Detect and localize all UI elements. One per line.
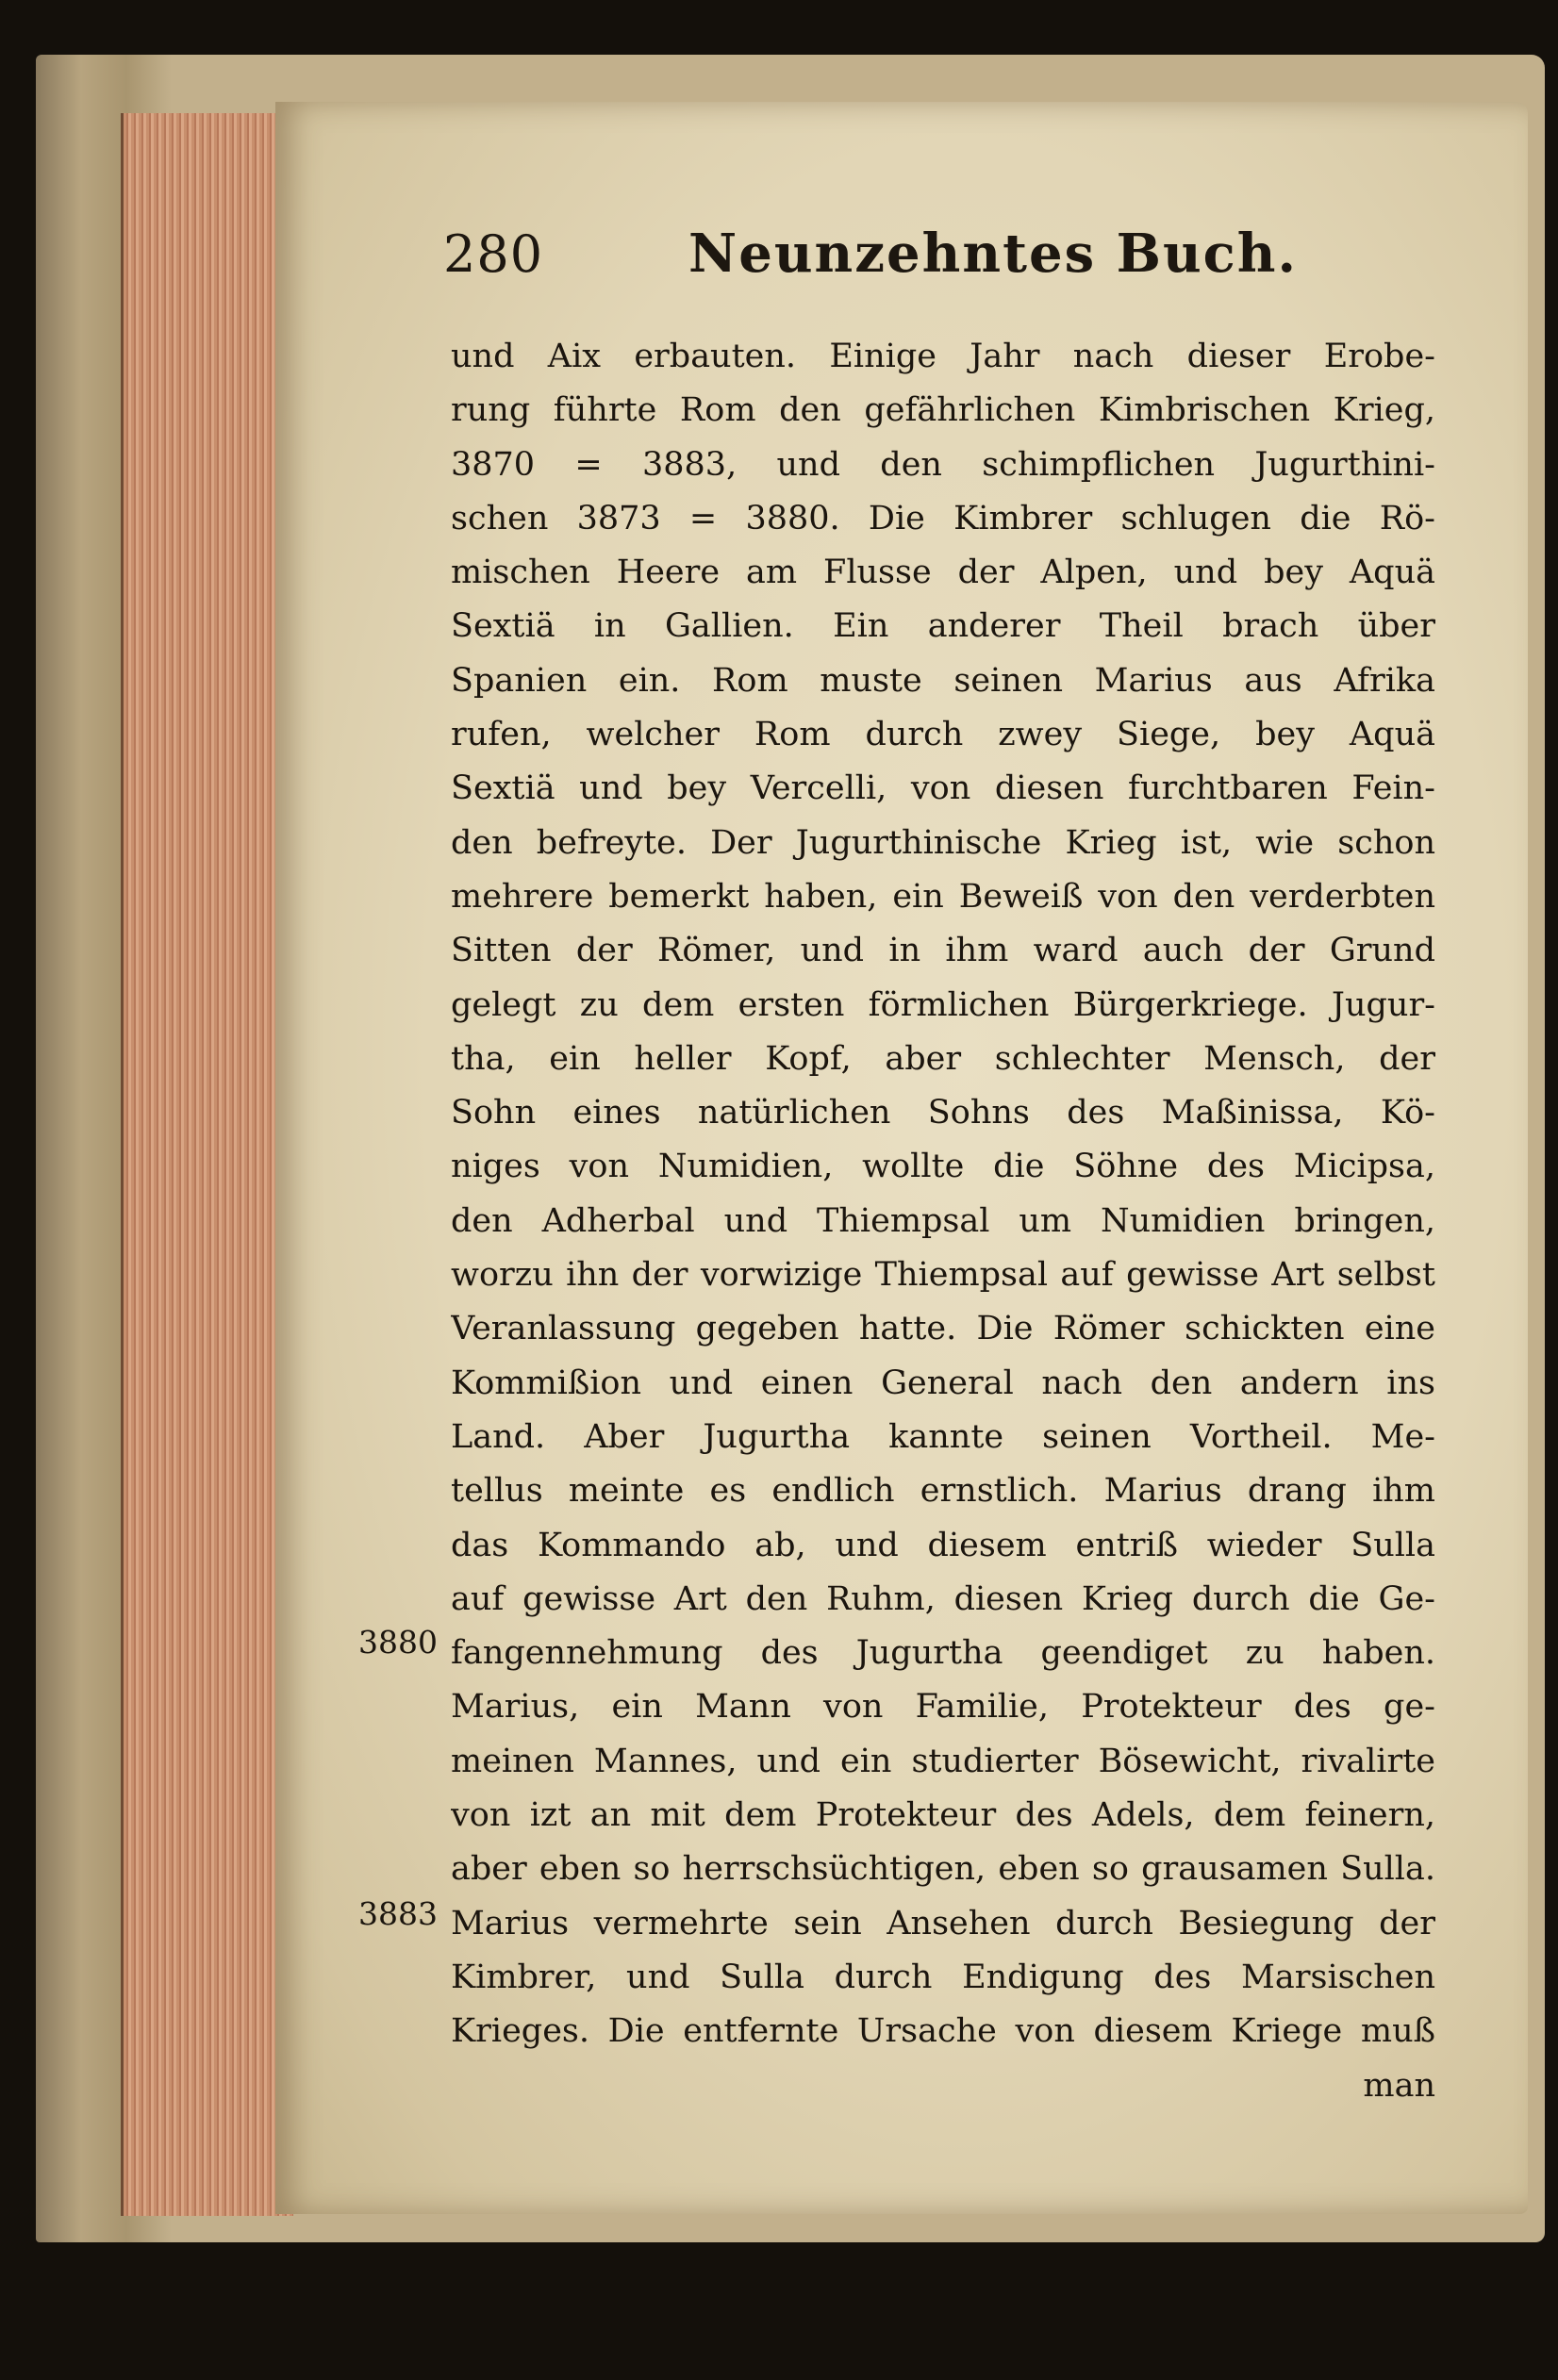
text-line: rung führte Rom den gefährlichen Kimbrischen Krieg, — [451, 391, 1435, 430]
text-line: von izt an mit dem Protekteur des Adels, dem feinern, — [451, 1796, 1435, 1835]
page-number: 280 — [443, 224, 544, 284]
text-line: gelegt zu dem ersten förmlichen Bürgerkriege. Jugur- — [451, 985, 1435, 1024]
catchword: man — [1363, 2066, 1435, 2105]
text-line: Kommißion und einen General nach den andern ins — [451, 1364, 1435, 1402]
text-line: 3870 = 3883, und den schimpflichen Jugurthini- — [451, 445, 1435, 484]
text-line: Veranlassung gegeben hatte. Die Römer schickten eine — [451, 1310, 1435, 1348]
text-line: das Kommando ab, und diesem entriß wieder Sulla — [451, 1526, 1435, 1564]
text-line: mischen Heere am Flusse der Alpen, und bey Aquä — [451, 554, 1435, 592]
text-line: Spanien ein. Rom muste seinen Marius aus Afrika — [451, 661, 1435, 700]
text-line: Sohn eines natürlichen Sohns des Maßinissa, Kö- — [451, 1094, 1435, 1132]
margin-note-3880: 3880 — [358, 1624, 438, 1661]
text-line: den Adherbal und Thiempsal um Numidien bringen, — [451, 1201, 1435, 1240]
text-line: rufen, welcher Rom durch zwey Siege, bey Aquä — [451, 716, 1435, 754]
text-line: worzu ihn der vorwizige Thiempsal auf gewisse Art selbst — [451, 1256, 1435, 1295]
text-line: Marius, ein Mann von Familie, Protekteur des ge- — [451, 1688, 1435, 1727]
text-line: fangennehmung des Jugurtha geendiget zu haben. — [451, 1634, 1435, 1673]
body-text — [451, 330, 1435, 2113]
text-line: Marius vermehrte sein Ansehen durch Besiegung der — [451, 1904, 1435, 1942]
text-line: Kimbrer, und Sulla durch Endigung des Marsischen — [451, 1958, 1435, 1996]
text-line: auf gewisse Art den Ruhm, diesen Krieg durch die Ge- — [451, 1579, 1435, 1618]
text-line: Land. Aber Jugurtha kannte seinen Vortheil. Me- — [451, 1417, 1435, 1456]
text-line: Krieges. Die entfernte Ursache von diesem Kriege muß — [451, 2012, 1435, 2051]
running-head: Neunzehntes Buch. — [688, 223, 1298, 285]
text-line: und Aix erbauten. Einige Jahr nach dieser Erobe- — [451, 338, 1435, 375]
text-line: meinen Mannes, und ein studierter Bösewicht, rivalirte — [451, 1742, 1435, 1780]
text-line: Sitten der Römer, und in ihm ward auch der Grund — [451, 932, 1435, 970]
text-line: Sextiä in Gallien. Ein anderer Theil brach über — [451, 607, 1435, 646]
text-line: Sextiä und bey Vercelli, von diesen furchtbaren Fein- — [451, 769, 1435, 808]
text-line: schen 3873 = 3880. Die Kimbrer schlugen die Rö- — [451, 499, 1435, 537]
text-line: den befreyte. Der Jugurthinische Krieg ist, wie schon — [451, 823, 1435, 862]
page-edges — [121, 113, 293, 2216]
text-line: tha, ein heller Kopf, aber schlechter Mensch, der — [451, 1039, 1435, 1078]
text-line: aber eben so herrschsüchtigen, eben so grausamen Sulla. — [451, 1850, 1435, 1889]
text-line: niges von Numidien, wollte die Söhne des Micipsa, — [451, 1148, 1435, 1186]
text-line: tellus meinte es endlich ernstlich. Marius drang ihm — [451, 1472, 1435, 1511]
page-header — [443, 223, 1434, 298]
margin-note-3883: 3883 — [358, 1895, 438, 1932]
text-line: mehrere bemerkt haben, ein Beweiß von den verderbten — [451, 877, 1435, 916]
